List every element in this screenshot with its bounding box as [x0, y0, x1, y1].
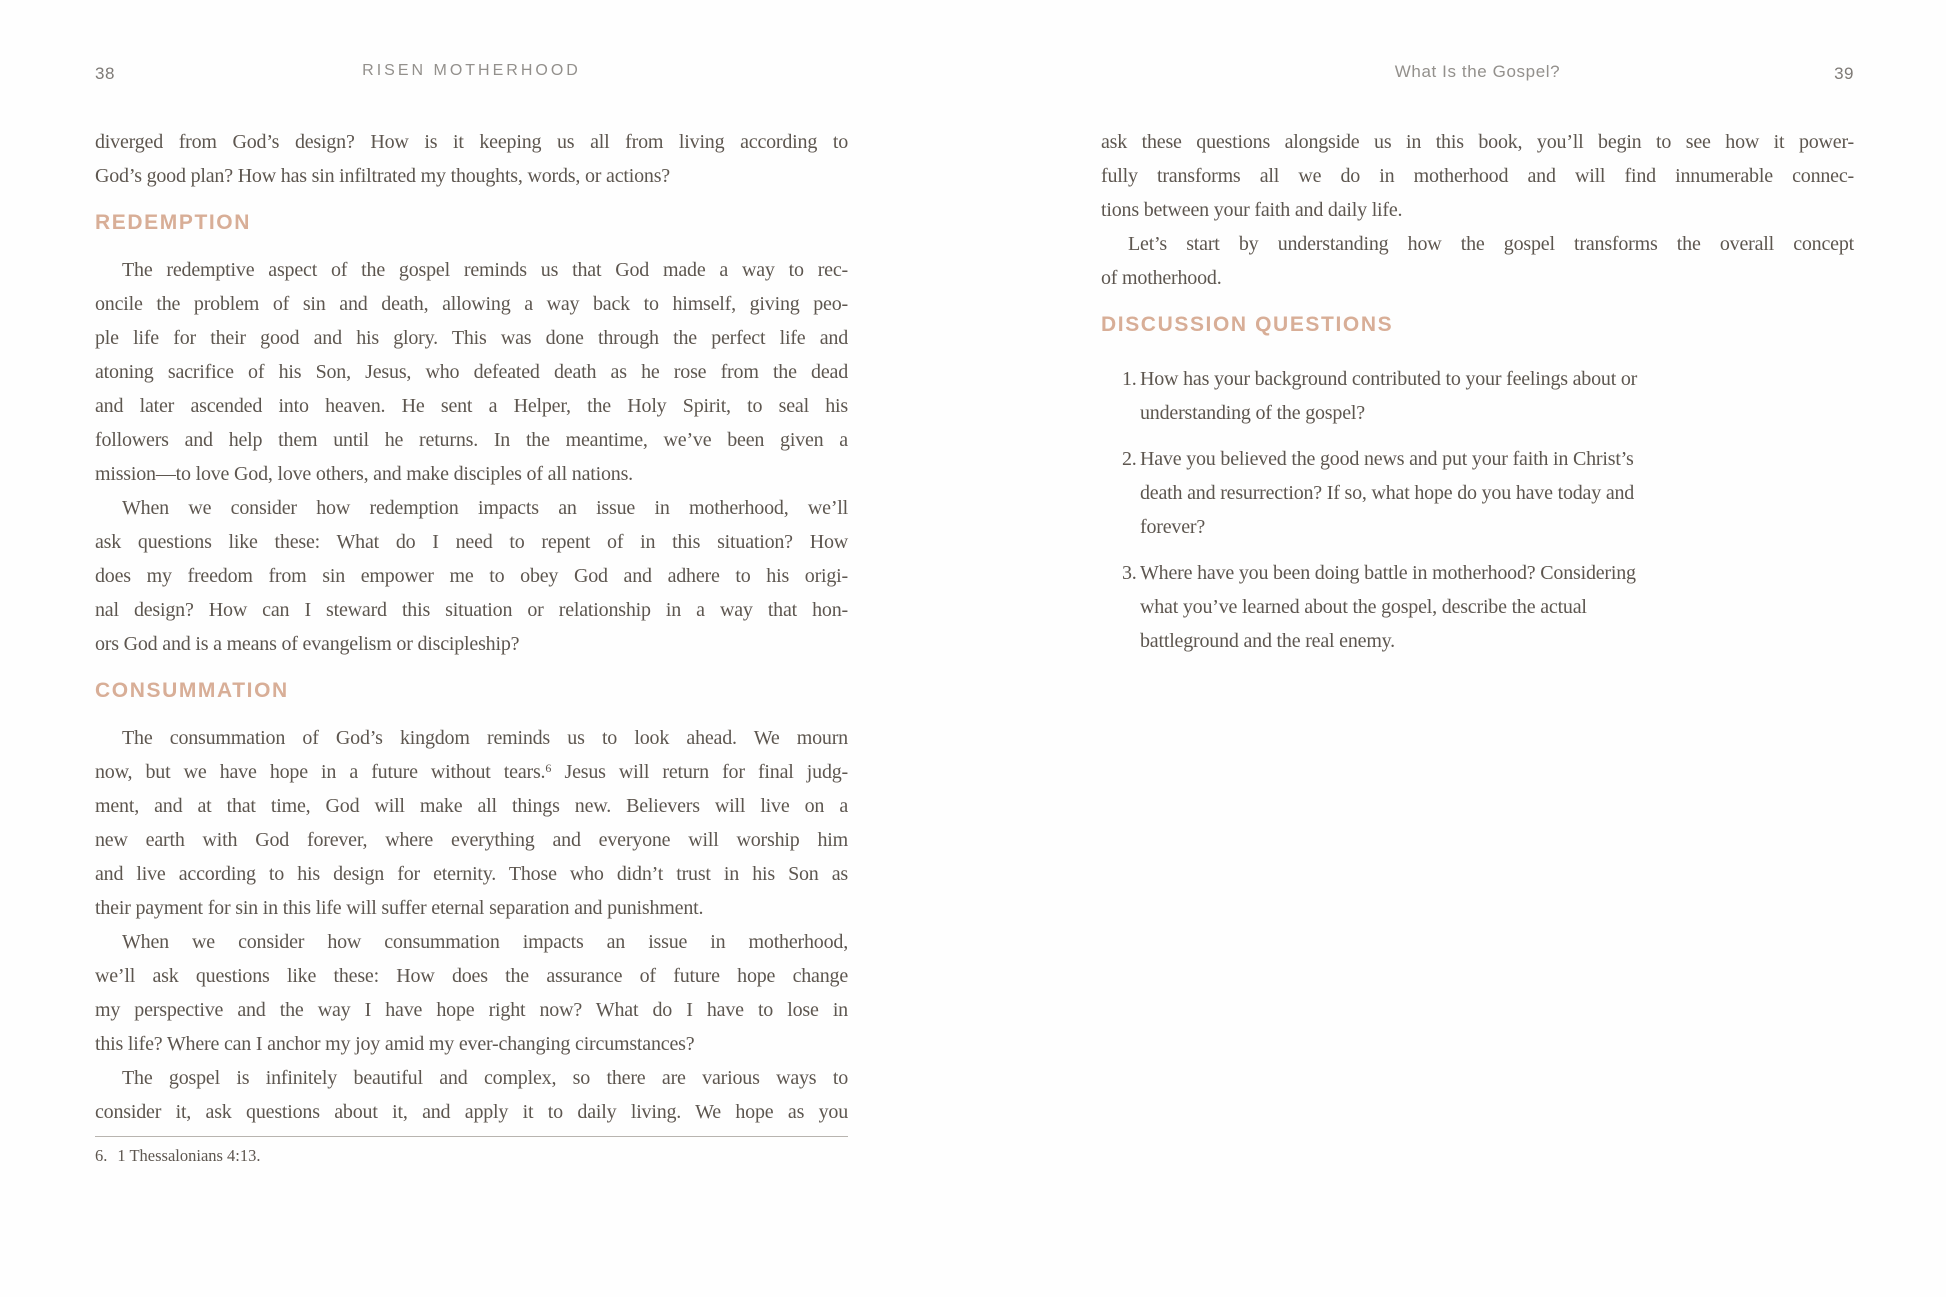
paragraph: [95, 925, 848, 1061]
question-item: [1101, 442, 1854, 544]
text-line: new earth with God forever, where everything and everyone will worship him: [95, 829, 848, 851]
text-line: consider it, ask questions about it, and apply it to daily living. We hope as you: [95, 1101, 848, 1123]
text-line: and live according to his design for eternity. Those who didn’t trust in his Son as: [95, 863, 848, 885]
question-number: 1.: [1122, 368, 1137, 390]
discussion-questions-list: [1101, 362, 1854, 658]
text-line: The redemptive aspect of the gospel reminds us that God made a way to rec-: [122, 259, 848, 281]
paragraph: [95, 125, 848, 193]
text-line: does my freedom from sin empower me to obey God and adhere to his origi-: [95, 565, 848, 587]
running-head-right: What Is the Gospel?: [1394, 62, 1561, 81]
text-line: death and resurrection? If so, what hope do you have today and: [1140, 482, 1635, 504]
text-line: forever?: [1140, 516, 1206, 538]
text-line: tions between your faith and daily life.: [1101, 199, 1403, 221]
text-line: ask questions like these: What do I need to repent of in this situation? How: [95, 531, 848, 553]
page-right: [1101, 0, 1854, 1297]
question-item: [1101, 362, 1854, 430]
page-body-left: [95, 125, 848, 1129]
page-header-right: [1101, 62, 1854, 88]
text-line: The consummation of God’s kingdom reminds us to look ahead. We mourn: [122, 727, 848, 749]
text-line: Let’s start by understanding how the gospel transforms the overall concept: [1128, 233, 1854, 255]
paragraph: [95, 721, 848, 925]
paragraph: [1101, 125, 1854, 227]
text-line: mission—to love God, love others, and make disciples of all nations.: [95, 463, 633, 485]
text-line: The gospel is infinitely beautiful and complex, so there are various ways to: [122, 1067, 848, 1089]
question-item: [1101, 556, 1854, 658]
question-number: 3.: [1122, 562, 1137, 584]
footnote-block: [95, 1136, 848, 1167]
text-line: Where have you been doing battle in motherhood? Considering: [1140, 562, 1636, 584]
paragraph: [1101, 227, 1854, 295]
page-left: [95, 0, 848, 1297]
text-line: battleground and the real enemy.: [1140, 630, 1395, 652]
text-line: fully transforms all we do in motherhood and will find innumerable connec-: [1101, 165, 1854, 187]
text-line: diverged from God’s design? How is it keeping us all from living according to: [95, 131, 848, 153]
footnote-text: 1 Thessalonians 4:13.: [117, 1146, 261, 1165]
text-line: and later ascended into heaven. He sent a Helper, the Holy Spirit, to seal his: [95, 395, 848, 417]
footnote: [95, 1145, 848, 1167]
text-line: God’s good plan? How has sin infiltrated my thoughts, words, or actions?: [95, 165, 670, 187]
text-line: what you’ve learned about the gospel, describe the actual: [1140, 596, 1587, 618]
question-number: 2.: [1122, 448, 1137, 470]
text-line: of motherhood.: [1101, 267, 1222, 289]
page-number-left: 38: [95, 64, 115, 83]
text-line: When we consider how consummation impacts an issue in motherhood,: [122, 931, 848, 953]
text-line: How has your background contributed to your feelings about or: [1140, 368, 1638, 390]
text-line: my perspective and the way I have hope right now? What do I have to lose in: [95, 999, 848, 1021]
text-line: Have you believed the good news and put your faith in Christ’s: [1140, 448, 1634, 470]
page-header-left: [95, 62, 848, 88]
running-head-left: RISEN MOTHERHOOD: [362, 62, 581, 79]
section-heading: REDEMPTION: [95, 211, 252, 234]
text-line: ple life for their good and his glory. This was done through the perfect life and: [95, 327, 848, 349]
footnote-rule: [95, 1136, 848, 1137]
page-body-right: [1101, 125, 1854, 670]
text-line: this life? Where can I anchor my joy amid my ever-changing circumstances?: [95, 1033, 695, 1055]
text-line: ors God and is a means of evangelism or discipleship?: [95, 633, 520, 655]
footnote-reference: 6: [545, 761, 552, 775]
paragraph: [95, 1061, 848, 1129]
text-line: ment, and at that time, God will make all things new. Believers will live on a: [95, 795, 848, 817]
text-line: nal design? How can I steward this situation or relationship in a way that hon-: [95, 599, 848, 621]
text-line: oncile the problem of sin and death, allowing a way back to himself, giving peo-: [95, 293, 848, 315]
text-line: When we consider how redemption impacts an issue in motherhood, we’ll: [122, 497, 848, 519]
section-heading: CONSUMMATION: [95, 679, 289, 702]
text-line: atoning sacrifice of his Son, Jesus, who defeated death as he rose from the dead: [95, 361, 848, 383]
paragraph: [95, 491, 848, 661]
text-line: followers and help them until he returns. In the meantime, we’ve been given a: [95, 429, 848, 451]
page-number-right: 39: [1834, 64, 1854, 83]
text-line: understanding of the gospel?: [1140, 402, 1365, 424]
footnote-marker: 6.: [95, 1146, 108, 1165]
text-line: ask these questions alongside us in this book, you’ll begin to see how it power-: [1101, 131, 1854, 153]
section-heading: DISCUSSION QUESTIONS: [1101, 313, 1394, 336]
text-line: their payment for sin in this life will suffer eternal separation and punishment.: [95, 897, 704, 919]
text-line: we’ll ask questions like these: How does the assurance of future hope change: [95, 965, 848, 987]
paragraph: [95, 253, 848, 491]
text-line: now, but we have hope in a future without tears.$^6$ Jesus will return for final judg-: [95, 761, 849, 783]
